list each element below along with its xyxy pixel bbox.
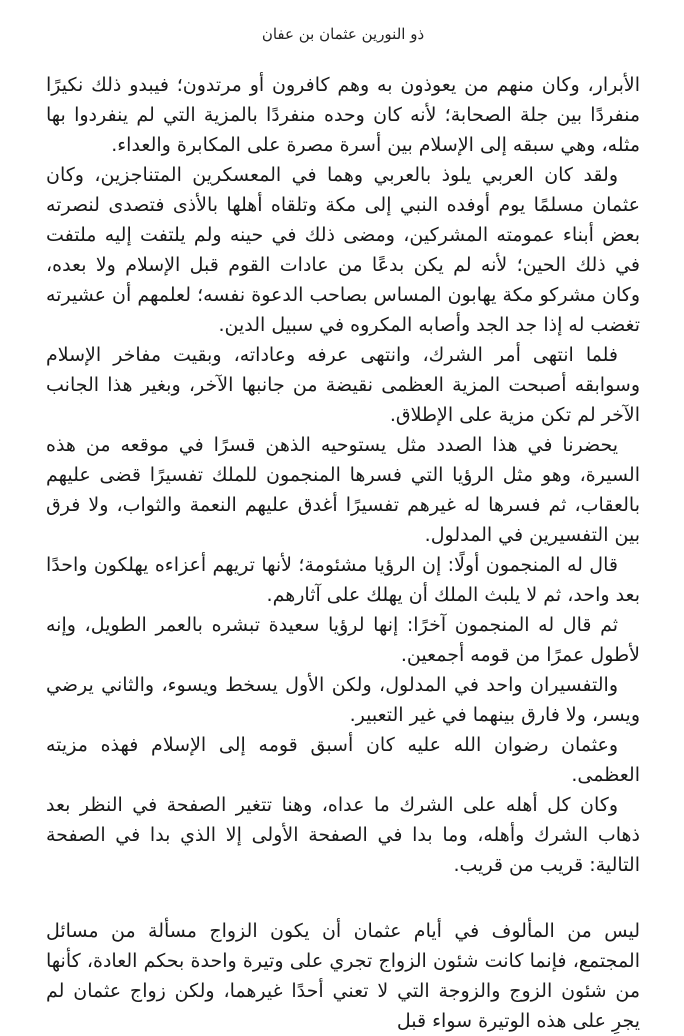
running-header: ذو النورين عثمان بن عفان — [261, 25, 425, 43]
paragraph: قال له المنجمون أولًا: إن الرؤيا مشئومة؛ لأنها تريهم أعزاءه يهلكون واحدًا بعد واحد، ثم لا يلبث الملك أن يهلك على آثارهم. — [46, 554, 640, 606]
paragraph: وعثمان رضوان الله عليه كان أسبق قومه إلى الإسلام فهذه مزيته العظمى. — [46, 734, 640, 786]
paragraph: ثم قال له المنجمون آخرًا: إنها لرؤيا سعيدة تبشره بالعمر الطويل، وإنه لأطول عمرًا من قومه أجمعين. — [46, 614, 640, 666]
main-text — [46, 70, 640, 880]
paragraph: ولقد كان العربي يلوذ بالعربي وهما في المعسكرين المتناجزين، وكان عثمان مسلمًا يوم أوفده النبي إلى مكة وتلقاه أهلها بالأذى فتصدى لنصرته بعض أبناء عمومته المشركين، ومضى ذلك في حينه ولم يلتفت إليه ملتفت في ذلك الحين؛ لأنه لم يكن بدعًا من عادات القوم قبل الإسلام ولا بعده، وكان مشركو مكة يهابون المساس بصاحب الدعوة نفسه؛ لعلمهم أن عشيرته تغضب له إذا جد الجد وأصابه المكروه في سبيل الدين. — [46, 164, 640, 336]
paragraph: يحضرنا في هذا الصدد مثل يستوحيه الذهن قسرًا في موقعه من هذه السيرة، وهو مثل الرؤيا التي فسرها المنجمون للملك تفسيرًا قضى عليهم بالعقاب، ثم فسرها له غيرهم تفسيرًا أغدق عليهم النعمة والثواب، ولا فرق بين التفسيرين في المدلول. — [46, 434, 640, 546]
section-gap — [46, 880, 640, 916]
section-two — [46, 916, 640, 1036]
paragraph: وكان كل أهله على الشرك ما عداه، وهنا تتغير الصفحة في النظر بعد ذهاب الشرك وأهله، وما بدا في الصفحة الأولى إلا الذي بدا في الصفحة التالية: قريب من قريب. — [46, 794, 640, 876]
paragraph: ليس من المألوف في أيام عثمان أن يكون الزواج مسألة من مسائل المجتمع، فإنما كانت شئون الزواج تجري على وتيرة واحدة بحكم العادة، كأنها من شئون الزوج والزوجة التي لا تعني أحدًا غيرهما، ولكن زواج عثمان لم يجرِ على هذه الوتيرة سواء قبل — [46, 920, 640, 1032]
paragraph: فلما انتهى أمر الشرك، وانتهى عرفه وعاداته، وبقيت مفاخر الإسلام وسوابقه أصبحت المزية العظمى نقيضة من جانبها الآخر، وبغير هذا الجانب الآخر لم تكن مزية على الإطلاق. — [46, 344, 640, 426]
paragraph: والتفسيران واحد في المدلول، ولكن الأول يسخط ويسوء، والثاني يرضي ويسر، ولا فارق بينهما في غير التعبير. — [46, 674, 640, 726]
paragraph: الأبرار، وكان منهم من يعوذون به وهم كافرون أو مرتدون؛ فيبدو ذلك نكيرًا منفردًا بين جلة الصحابة؛ لأنه كان وحده منفردًا بالمزية التي لم ينفردوا بها مثله، وهي سبقه إلى الإسلام بين أسرة مصرة على المكابرة والعداء. — [46, 74, 640, 156]
